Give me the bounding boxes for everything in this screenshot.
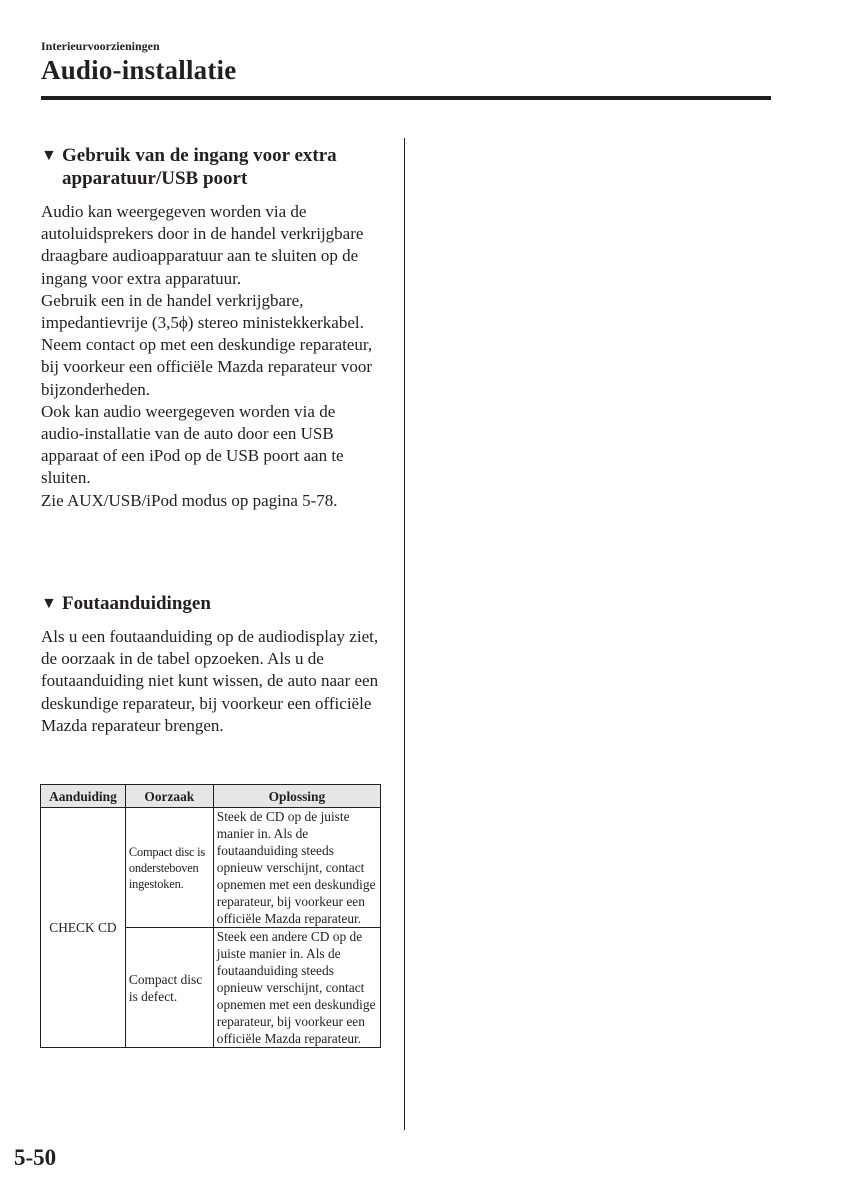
section-body-aux-usb: [41, 201, 381, 512]
table-cell-solution: Steek de CD op de juiste manier in. Als de foutaanduiding steeds opnieuw verschijnt, contact opnemen met een deskundige reparateur, bij voorkeur een officiële Mazda reparateur.: [213, 808, 380, 928]
table-header-cause: Oorzaak: [125, 785, 213, 808]
table-row: [41, 808, 381, 928]
section-heading-error-indications: [41, 592, 391, 615]
table-cell-solution: Steek een andere CD op de juiste manier in. Als de foutaanduiding steeds opnieuw verschijnt, contact opnemen met een deskundige reparateur, bij voorkeur een officiële Mazda reparateur.: [213, 928, 380, 1048]
table-cell-cause: Compact disc is defect.: [125, 928, 213, 1048]
triangle-down-icon: ▼: [41, 147, 57, 164]
paragraph: Gebruik een in de handel verkrijgbare, impedantievrije (3,5ϕ) stereo ministekkerkabel. Neem contact op met een deskundige reparateur, bij voorkeur een officiële Mazda reparateur voor bijzonderheden.: [41, 290, 373, 399]
table-header-row: [41, 785, 381, 808]
section-heading-aux-usb: [41, 144, 391, 190]
error-indication-table: [40, 784, 381, 1048]
table-header-indication: Aanduiding: [41, 785, 126, 808]
section-heading-text: Gebruik van de ingang voor extra apparatuur/USB poort: [62, 145, 337, 189]
section-body-error-indications: [41, 626, 381, 737]
table-cell-cause: Compact disc is ondersteboven ingestoken.: [125, 808, 213, 928]
column-divider: [404, 138, 405, 1130]
section-label: Interieurvoorzieningen: [41, 39, 160, 53]
triangle-down-icon: ▼: [41, 595, 57, 612]
paragraph: Als u een foutaanduiding op de audiodisplay ziet, de oorzaak in de tabel opzoeken. Als u de foutaanduiding niet kunt wissen, de auto naar een deskundige reparateur, bij voorkeur een officiële Mazda reparateur brengen.: [41, 627, 379, 735]
page-number: 5-50: [14, 1145, 57, 1170]
title-rule: [41, 96, 771, 100]
table-cell-indication: CHECK CD: [41, 808, 126, 1048]
page-title: Audio-installatie: [41, 55, 237, 85]
paragraph: Ook kan audio weergegeven worden via de audio-installatie van de auto door een USB apparaat of een iPod op de USB poort aan te sluiten.: [41, 401, 344, 488]
section-heading-text: Foutaanduidingen: [62, 593, 211, 614]
paragraph: Zie AUX/USB/iPod modus op pagina 5-78.: [41, 490, 338, 510]
paragraph: Audio kan weergegeven worden via de autoluidsprekers door in de handel verkrijgbare draagbare audioapparatuur aan te sluiten op de ingang voor extra apparatuur.: [41, 202, 364, 288]
table-header-solution: Oplossing: [213, 785, 380, 808]
